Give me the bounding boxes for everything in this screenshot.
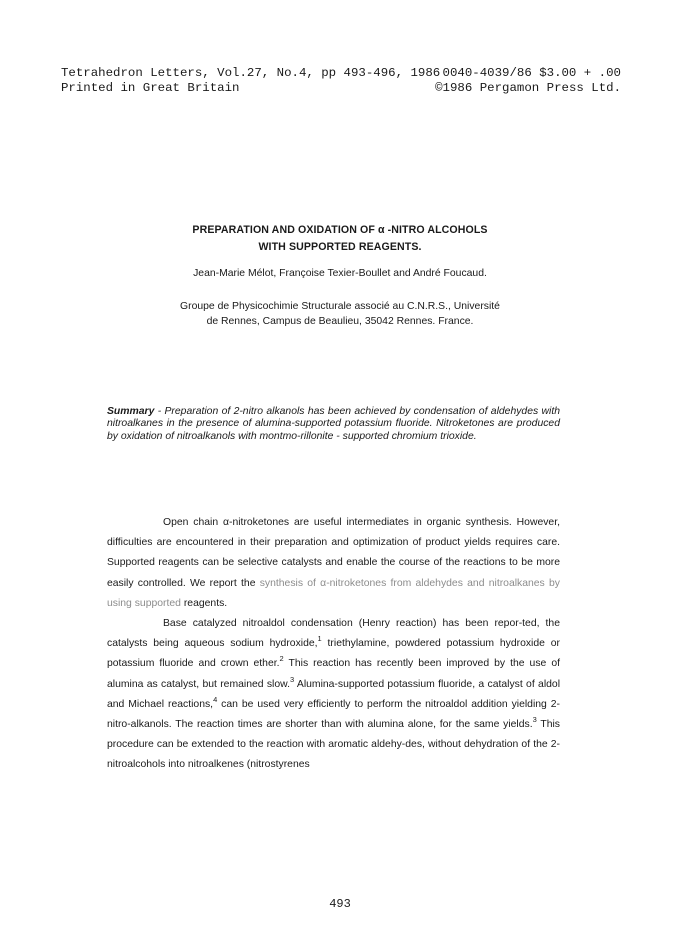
paragraph-1-end: reagents. bbox=[180, 597, 228, 609]
paragraph-2-text-a: Base catalyzed nitroaldol condensation (Henry reaction) has been repor-ted, the catalysts being aqueous sodium hydroxide, bbox=[107, 618, 560, 650]
reference-marker: 3 bbox=[532, 715, 537, 725]
journal-header bbox=[61, 66, 621, 96]
title-line-2: WITH SUPPORTED REAGENTS. bbox=[258, 240, 422, 253]
paragraph-2-text-d: Alumina-supported potassium fluoride, a catalyst of aldol and Michael reactions, bbox=[107, 678, 560, 710]
issn-price: 0040-4039/86 $3.00 + .00 bbox=[442, 66, 621, 80]
citation-line: Tetrahedron Letters, Vol.27, No.4, pp 493-496, 1986 bbox=[61, 66, 441, 80]
summary bbox=[107, 406, 560, 443]
reference-marker: 4 bbox=[213, 694, 218, 704]
reference-marker: 2 bbox=[279, 654, 284, 664]
paragraph-2-text-c: This reaction has recently been improved by the use of alumina as catalyst, but remained slow. bbox=[107, 658, 560, 690]
paragraph-2 bbox=[107, 614, 560, 776]
affiliation-line-2: de Rennes, Campus de Beaulieu, 35042 Rennes. France. bbox=[206, 316, 474, 327]
summary-label: Summary bbox=[107, 406, 155, 417]
paragraph-2-text-e: can be used very efficiently to perform the nitroaldol addition yielding 2-nitro-alkanols. The reaction times are shorter than with alumina alone, for the same yields. bbox=[107, 698, 560, 731]
paper-title bbox=[100, 222, 580, 255]
summary-text: - Preparation of 2-nitro alkanols has been achieved by condensation of aldehydes with nitroalkanes in the presence of alumina-supported potassium fluoride. Nitroketones are produced by oxidation of nitroalkanols with montmo-rillonite - supported chromium trioxide. bbox=[107, 406, 560, 442]
authors: Jean-Marie Mélot, Françoise Texier-Boullet and André Foucaud. bbox=[193, 268, 487, 279]
paragraph-1 bbox=[107, 513, 560, 614]
title-line-1: PREPARATION AND OXIDATION OF α -NITRO ALCOHOLS bbox=[192, 224, 488, 236]
copyright: ©1986 Pergamon Press Ltd. bbox=[435, 81, 621, 95]
reference-marker: 1 bbox=[317, 634, 322, 644]
body-text bbox=[107, 513, 560, 776]
paragraph-1-faint-text: synthesis of α-nitroketones from aldehydes and nitroalkanes by using supported bbox=[107, 577, 560, 609]
paragraph-1-text: Open chain α-nitroketones are useful intermediates in organic synthesis. However, difficulties are encountered in their preparation and optimization of product yields requires care. Supported reagents can be selective catalysts and enable the course of the reactions to be more easily controlled. We report the bbox=[107, 517, 560, 589]
paragraph-2-text-b: triethylamine, powdered potassium hydroxide or potassium fluoride and crown ether. bbox=[107, 638, 560, 670]
printed-in: Printed in Great Britain bbox=[61, 81, 240, 95]
affiliation bbox=[100, 299, 580, 329]
page-number: 493 bbox=[329, 897, 351, 911]
affiliation-line-1: Groupe de Physicochimie Structurale associé au C.N.R.S., Université bbox=[180, 301, 500, 312]
paragraph-2-text-f: This procedure can be extended to the reaction with aromatic aldehy-des, without dehydration of the 2-nitroalcohols into nitroalkenes (nitrostyrenes bbox=[107, 719, 560, 771]
reference-marker: 3 bbox=[289, 674, 295, 684]
